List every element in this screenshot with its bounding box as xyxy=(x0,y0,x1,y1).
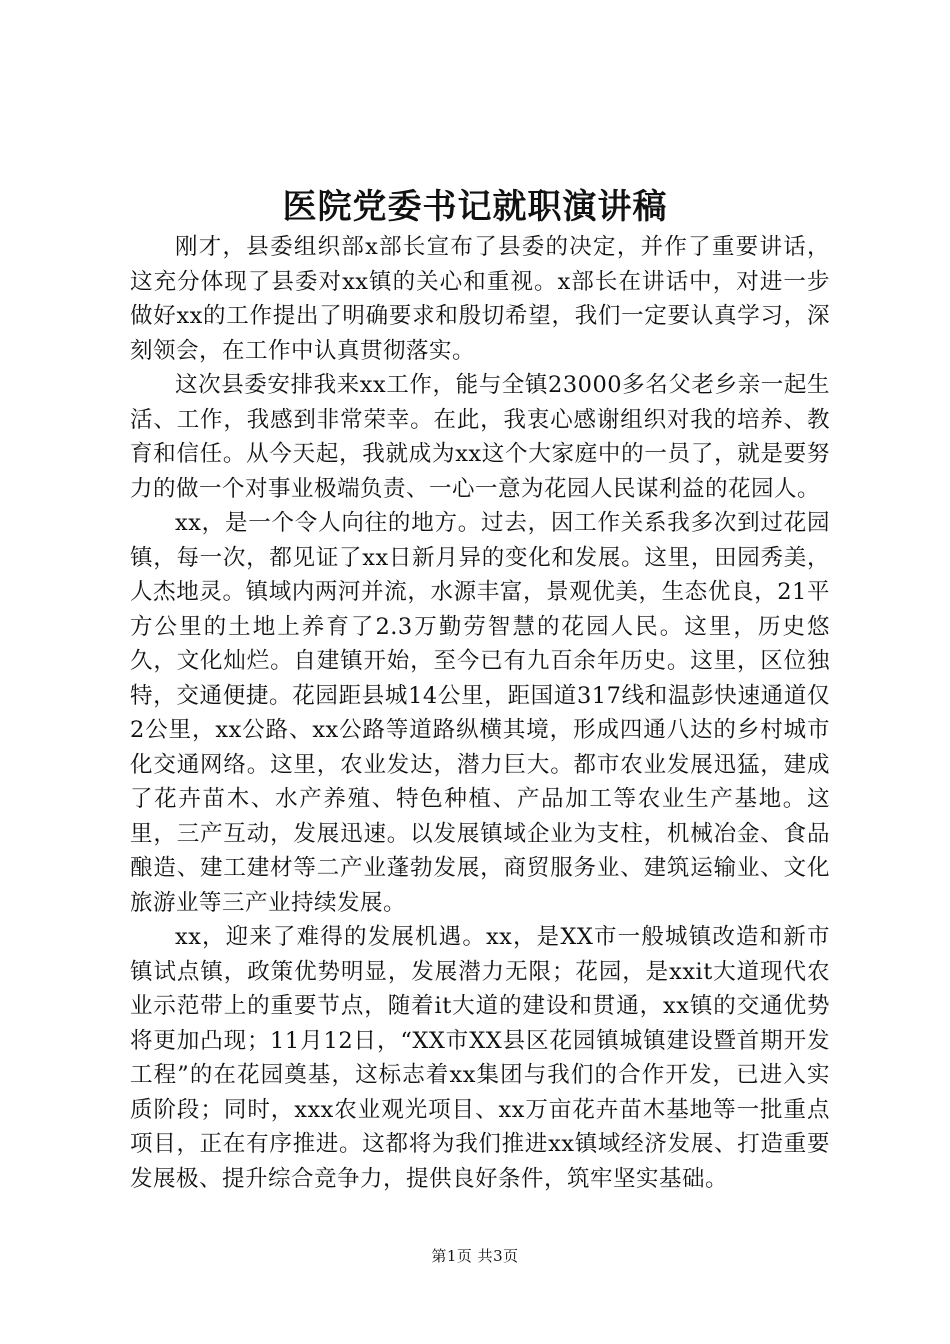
document-body xyxy=(130,230,830,1196)
paragraph-1: 刚才，县委组织部x部长宣布了县委的决定，并作了重要讲话，这充分体现了县委对xx镇的关心和重视。x部长在讲话中，对进一步做好xx的工作提出了明确要求和殷切希望，我们一定要认真学习，深刻领会，在工作中认真贯彻落实。 xyxy=(130,234,830,364)
paragraph-2: 这次县委安排我来xx工作，能与全镇23000多名父老乡亲一起生活、工作，我感到非常荣幸。在此，我衷心感谢组织对我的培养、教育和信任。从今天起，我就成为xx这个大家庭中的一员了，就是要努力的做一个对事业极端负责、一心一意为花园人民谋利益的花园人。 xyxy=(130,372,830,502)
paragraph-4: xx，迎来了难得的发展机遇。xx，是XX市一般城镇改造和新市镇试点镇，政策优势明显，发展潜力无限；花园，是xxit大道现代农业示范带上的重要节点，随着it大道的建设和贯通，xx镇的交通优势将更加凸现；11月12日，“XX市XX县区花园镇城镇建设暨首期开发工程”的在花园奠基，这标志着xx集团与我们的合作开发，已进入实质阶段；同时，xxx农业观光项目、xx万亩花卉苗木基地等一批重点项目，正在有序推进。这都将为我们推进xx镇域经济发展、打造重要发展极、提升综合竞争力，提供良好条件，筑牢坚实基础。 xyxy=(130,924,830,1192)
paragraph-3: xx，是一个令人向往的地方。过去，因工作关系我多次到过花园镇，每一次，都见证了xx日新月异的变化和发展。这里，田园秀美，人杰地灵。镇域内两河并流，水源丰富，景观优美，生态优良，21平方公里的土地上养育了2.3万勤劳智慧的花园人民。这里，历史悠久，文化灿烂。自建镇开始，至今已有九百余年历史。这里，区位独特，交通便捷。花园距县城14公里，距国道317线和温彭快速通道仅2公里，xx公路、xx公路等道路纵横其境，形成四通八达的乡村城市化交通网络。这里，农业发达，潜力巨大。都市农业发展迅猛，建成了花卉苗木、水产养殖、特色种植、产品加工等农业生产基地。这里，三产互动，发展迅速。以发展镇域企业为支柱，机械冶金、食品酿造、建工建材等二产业蓬勃发展，商贸服务业、建筑运输业、文化旅游业等三产业持续发展。 xyxy=(130,510,830,916)
document-title: 医院党委书记就职演讲稿 xyxy=(282,187,668,227)
page-footer: 第1页 共3页 xyxy=(431,1247,519,1265)
